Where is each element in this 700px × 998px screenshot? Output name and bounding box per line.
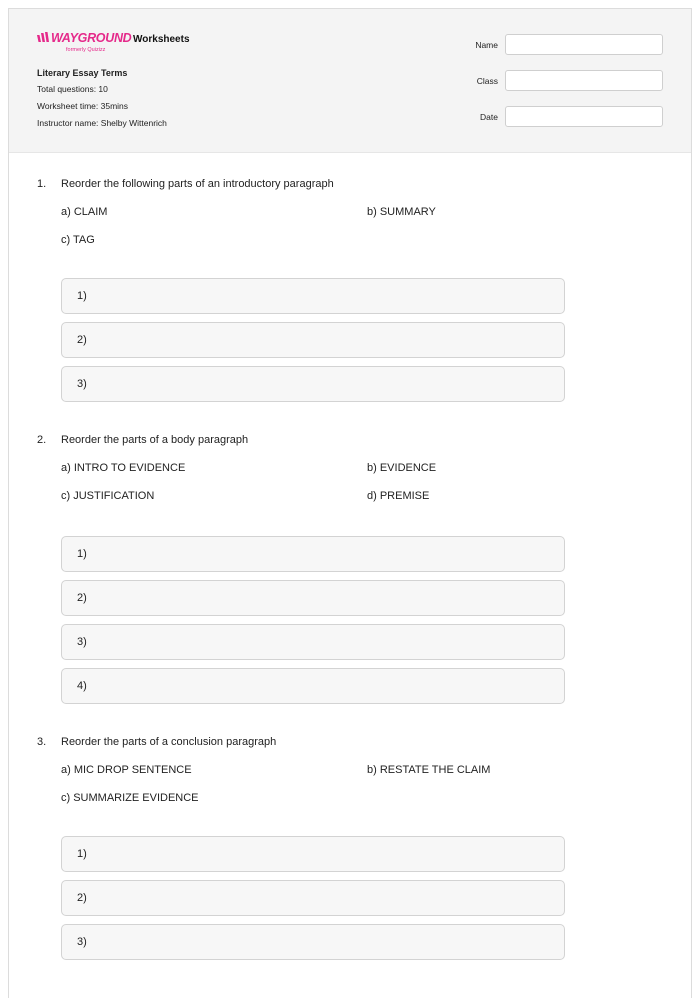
- worksheet-page: [8, 8, 692, 998]
- answer-slot-2[interactable]: 2): [61, 322, 565, 358]
- question-header: [37, 178, 667, 190]
- name-label: Name: [475, 39, 498, 50]
- worksheet-meta: [37, 68, 167, 135]
- question-number: 3.: [37, 736, 47, 748]
- option-a: a) CLAIM: [61, 206, 108, 218]
- answer-slot-4[interactable]: 4): [61, 668, 565, 704]
- answer-slot-3[interactable]: 3): [61, 924, 565, 960]
- question-3: [37, 736, 667, 948]
- answer-slot-3[interactable]: 3): [61, 624, 565, 660]
- answer-slots: [61, 536, 565, 712]
- question-1: [37, 178, 667, 390]
- answer-slot-3[interactable]: 3): [61, 366, 565, 402]
- total-questions: Total questions: 10: [37, 84, 108, 94]
- option-b: b) SUMMARY: [367, 206, 436, 218]
- question-number: 2.: [37, 434, 47, 446]
- answer-slot-2[interactable]: 2): [61, 580, 565, 616]
- question-text: Reorder the parts of a conclusion paragraph: [61, 736, 277, 748]
- worksheet-time: Worksheet time: 35mins: [37, 101, 129, 111]
- answer-slot-1[interactable]: 1): [61, 536, 565, 572]
- logo-mark-icon: [37, 31, 51, 45]
- logo-text: WAYGROUND: [51, 31, 132, 45]
- answer-slot-2[interactable]: 2): [61, 880, 565, 916]
- class-label: Class: [476, 75, 498, 86]
- option-a: a) MIC DROP SENTENCE: [61, 764, 192, 776]
- question-header: [37, 434, 667, 446]
- option-b: b) EVIDENCE: [367, 462, 437, 474]
- option-b: b) RESTATE THE CLAIM: [367, 764, 491, 776]
- name-field-row: [458, 34, 663, 55]
- option-c: c) JUSTIFICATION: [61, 490, 155, 502]
- option-c: c) TAG: [61, 234, 95, 246]
- worksheet-header: [9, 9, 691, 153]
- name-input[interactable]: [505, 34, 663, 55]
- question-header: [37, 736, 667, 748]
- answer-slot-1[interactable]: 1): [61, 278, 565, 314]
- question-number: 1.: [37, 178, 47, 190]
- class-field-row: [458, 70, 663, 91]
- question-text: Reorder the following parts of an introductory paragraph: [61, 178, 334, 190]
- class-input[interactable]: [505, 70, 663, 91]
- question-2: [37, 434, 667, 692]
- question-text: Reorder the parts of a body paragraph: [61, 434, 249, 446]
- date-label: Date: [480, 111, 498, 122]
- option-c: c) SUMMARIZE EVIDENCE: [61, 792, 199, 804]
- option-d: d) PREMISE: [367, 490, 430, 502]
- brand-title: Worksheets: [133, 34, 190, 45]
- answer-slots: [61, 278, 565, 410]
- answer-slot-1[interactable]: 1): [61, 836, 565, 872]
- instructor-name: Instructor name: Shelby Wittenrich: [37, 118, 167, 128]
- date-field-row: [458, 106, 663, 127]
- worksheet-title: Literary Essay Terms: [37, 68, 128, 78]
- logo-subtitle: formerly Quizizz: [66, 47, 106, 53]
- option-a: a) INTRO TO EVIDENCE: [61, 462, 186, 474]
- date-input[interactable]: [505, 106, 663, 127]
- answer-slots: [61, 836, 565, 968]
